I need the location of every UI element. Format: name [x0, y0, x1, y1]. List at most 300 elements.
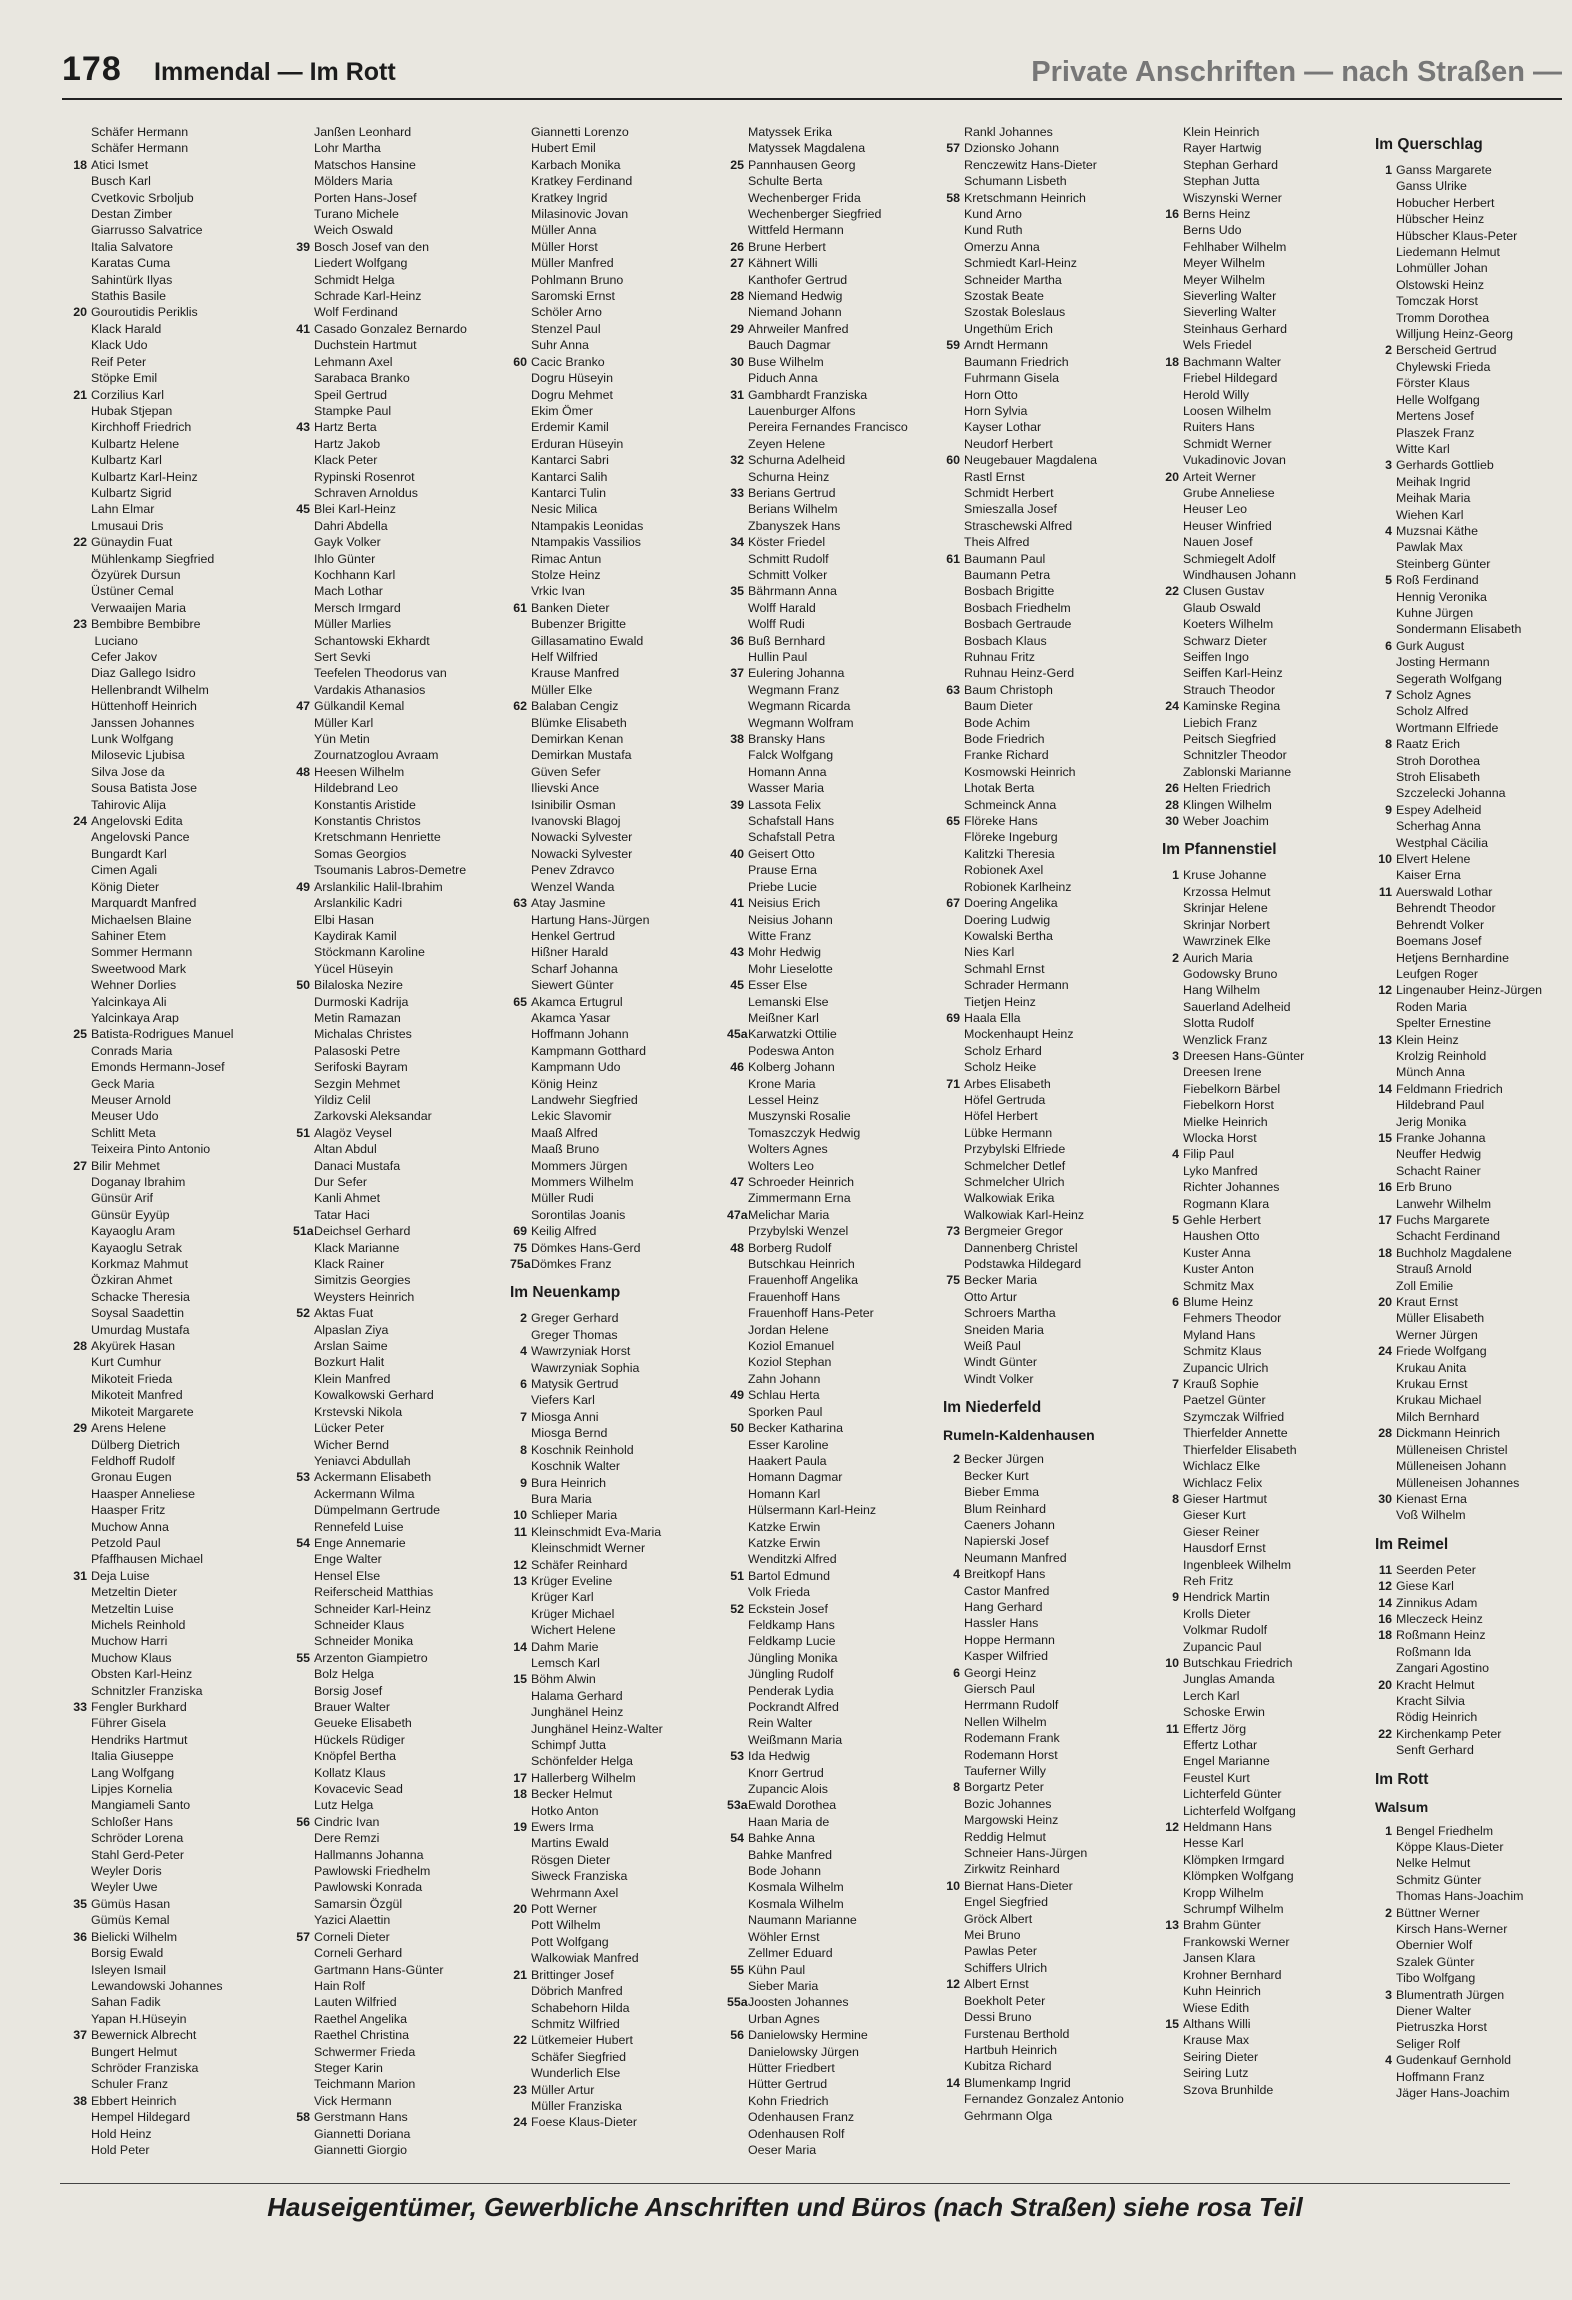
list-item: [943, 1371, 1138, 1387]
resident-name: Ingenbleek Wilhelm: [1183, 1557, 1292, 1572]
resident-name: Kohn Friedrich: [748, 2093, 829, 2108]
list-item: [1162, 1721, 1357, 1737]
resident-name: Balaban Cengiz: [531, 699, 619, 714]
list-item: [70, 551, 265, 567]
resident-name: Stathis Basile: [91, 289, 167, 304]
house-number: 11: [1165, 1721, 1179, 1736]
list-item: [510, 1524, 705, 1540]
resident-name: Hütter Gertrud: [748, 2077, 828, 2092]
resident-name: Giannetti Lorenzo: [531, 125, 629, 139]
list-item: [943, 288, 1138, 304]
list-item: [1162, 1409, 1357, 1425]
resident-name: Volk Frieda: [748, 1585, 810, 1600]
resident-name: Borberg Rudolf: [748, 1240, 832, 1255]
resident-name: Günsür Eyyüp: [91, 1207, 170, 1222]
house-number: 19: [513, 1820, 527, 1835]
resident-name: Kovacevic Sead: [314, 1782, 403, 1797]
list-item: [727, 731, 922, 747]
column-5: [943, 124, 1138, 2124]
house-number: 31: [730, 387, 744, 402]
list-item: [293, 1650, 488, 1666]
resident-name: Bahke Anna: [748, 1831, 815, 1846]
resident-name: Kosmala Wilhelm: [748, 1896, 844, 1911]
resident-name: Neudorf Herbert: [964, 436, 1053, 451]
resident-name: Silva Jose da: [91, 764, 165, 779]
resident-name: Falck Wolfgang: [748, 748, 834, 763]
list-item: [510, 764, 705, 780]
list-item: [1162, 206, 1357, 222]
list-item: [727, 1272, 922, 1288]
resident-name: Ekim Ömer: [531, 403, 593, 418]
list-item: [727, 304, 922, 320]
resident-name: Raethel Christina: [314, 2028, 410, 2043]
list-item: [293, 1896, 488, 1912]
resident-name: Zupancic Ulrich: [1183, 1360, 1269, 1375]
resident-name: Lütkemeier Hubert: [531, 2033, 633, 2048]
house-number: 13: [1165, 1918, 1179, 1933]
resident-name: Boekholt Peter: [964, 1993, 1046, 2008]
list-item: [510, 665, 705, 681]
house-number: 37: [730, 666, 744, 681]
list-item: [293, 1502, 488, 1518]
list-item: [510, 272, 705, 288]
resident-name: Bieber Emma: [964, 1485, 1040, 1500]
resident-name: Frankowski Werner: [1183, 1934, 1290, 1949]
resident-name: Hoffmann Franz: [1396, 2069, 1485, 2084]
resident-name: Meyer Wilhelm: [1183, 256, 1265, 271]
list-item: [1375, 162, 1570, 178]
resident-name: Joosten Johannes: [748, 1995, 849, 2010]
list-item: [1375, 1954, 1570, 1970]
resident-name: Hempel Hildegard: [91, 2110, 191, 2125]
resident-name: Seiffen Ingo: [1183, 650, 1249, 664]
list-item: [510, 304, 705, 320]
list-item: [1162, 649, 1357, 665]
list-item: [1375, 1146, 1570, 1162]
resident-name: Wolters Leo: [748, 1158, 814, 1173]
resident-name: Lang Wolfgang: [91, 1765, 175, 1780]
resident-name: Gröck Albert: [964, 1911, 1033, 1926]
list-item: [510, 1343, 705, 1359]
resident-name: Özkiran Ahmet: [91, 1273, 173, 1288]
list-item: [943, 1779, 1138, 1795]
house-number: 43: [730, 945, 744, 960]
resident-name: Kund Ruth: [964, 223, 1023, 238]
house-number: 54: [730, 1831, 744, 1846]
list-item: [293, 1601, 488, 1617]
list-item: [1375, 1343, 1570, 1359]
house-number: 2: [1172, 950, 1179, 965]
resident-name: Krauß Sophie: [1183, 1377, 1259, 1392]
resident-name: Wenzel Wanda: [531, 879, 615, 894]
list-item: [943, 764, 1138, 780]
list-item: [1162, 1589, 1357, 1605]
house-number: 23: [73, 617, 87, 632]
list-item: [510, 206, 705, 222]
list-item: [943, 1615, 1138, 1631]
list-item: [293, 1633, 488, 1649]
resident-name: Gurk August: [1396, 638, 1465, 653]
list-item: [727, 583, 922, 599]
resident-name: Priebe Lucie: [748, 879, 817, 894]
list-item: [70, 829, 265, 845]
resident-name: Isinibilir Osman: [531, 797, 616, 812]
resident-name: Martins Ewald: [531, 1836, 609, 1851]
list-item: [727, 1026, 922, 1042]
list-item: [1162, 950, 1357, 966]
list-item: [1375, 1507, 1570, 1523]
list-item: [510, 1835, 705, 1851]
resident-name: Weißmann Maria: [748, 1732, 843, 1747]
resident-name: Schneider Martha: [964, 272, 1062, 287]
list-item: [293, 2126, 488, 2142]
list-item: [70, 1797, 265, 1813]
list-item: [510, 895, 705, 911]
list-item: [1162, 124, 1357, 140]
house-number: 75: [946, 1273, 960, 1288]
resident-name: Petzold Paul: [91, 1535, 161, 1550]
resident-name: Koziol Stephan: [748, 1355, 832, 1370]
house-number: 56: [296, 1814, 310, 1829]
resident-name: Kasper Wilfried: [964, 1649, 1049, 1664]
resident-name: Michaelsen Blaine: [91, 912, 192, 927]
resident-name: Meihak Maria: [1396, 491, 1471, 506]
house-number: 71: [946, 1076, 960, 1091]
list-item: [1162, 1146, 1357, 1162]
list-item: [293, 1010, 488, 1026]
list-item: [943, 780, 1138, 796]
resident-name: Hartbuh Heinrich: [964, 2042, 1057, 2057]
resident-name: Sondermann Elisabeth: [1396, 622, 1522, 637]
resident-name: Matysik Gertrud: [531, 1377, 619, 1392]
list-item: [70, 1092, 265, 1108]
resident-name: Kulbartz Karl: [91, 453, 162, 468]
resident-name: Hesse Karl: [1183, 1836, 1244, 1851]
house-number: 36: [73, 1929, 87, 1944]
list-item: [70, 1437, 265, 1453]
resident-name: Feustel Kurt: [1183, 1770, 1250, 1785]
list-item: [1375, 900, 1570, 916]
resident-name: Blei Karl-Heinz: [314, 502, 396, 517]
resident-name: Pannhausen Georg: [748, 157, 856, 172]
list-item: [727, 436, 922, 452]
list-item: [943, 1697, 1138, 1713]
resident-name: Kolberg Johann: [748, 1060, 835, 1075]
resident-name: Maaß Alfred: [531, 1125, 598, 1140]
resident-name: Jansen Klara: [1183, 1951, 1256, 1966]
list-item: [70, 583, 265, 599]
resident-name: Theis Alfred: [964, 535, 1030, 550]
resident-name: Seerden Peter: [1396, 1562, 1476, 1577]
list-item: [1375, 1081, 1570, 1097]
resident-name: Bielicki Wilhelm: [91, 1929, 178, 1944]
list-item: [727, 1519, 922, 1535]
resident-name: Tibo Wolfgang: [1396, 1971, 1476, 1986]
resident-name: Liedert Wolfgang: [314, 256, 408, 271]
resident-name: Kirchenkamp Peter: [1396, 1726, 1502, 1741]
resident-name: Brittinger Josef: [531, 1967, 614, 1982]
list-item: [727, 1256, 922, 1272]
resident-name: Baum Dieter: [964, 699, 1033, 714]
list-item: [1162, 1753, 1357, 1769]
resident-name: Borsig Ewald: [91, 1946, 164, 1961]
resident-name: Jüngling Monika: [748, 1650, 838, 1665]
resident-name: Blumenkamp Ingrid: [964, 2075, 1071, 2090]
resident-name: Milasinovic Jovan: [531, 207, 629, 222]
list-item: [510, 1059, 705, 1075]
list-item: [727, 1962, 922, 1978]
list-item: [943, 1451, 1138, 1467]
resident-name: Schulte Berta: [748, 174, 823, 189]
list-item: [943, 452, 1138, 468]
list-item: [510, 370, 705, 386]
list-item: [1162, 1639, 1357, 1655]
list-item: [1162, 2082, 1357, 2098]
list-item: [70, 403, 265, 419]
house-number: 4: [1172, 1147, 1179, 1162]
list-item: [727, 354, 922, 370]
list-item: [293, 813, 488, 829]
list-item: [293, 1240, 488, 1256]
list-item: [727, 157, 922, 173]
resident-name: Isleyen Ismail: [91, 1962, 167, 1977]
resident-name: Akamca Yasar: [531, 1010, 611, 1025]
house-number: 38: [73, 2093, 87, 2108]
list-item: [1375, 1677, 1570, 1693]
resident-name: Matyssek Magdalena: [748, 141, 866, 156]
resident-name: Frauenhoff Hans-Peter: [748, 1306, 874, 1321]
resident-name: Kulbartz Helene: [91, 436, 180, 451]
resident-name: Glaub Oswald: [1183, 600, 1261, 615]
house-number: 7: [520, 1409, 527, 1424]
resident-name: Mleczeck Heinz: [1396, 1611, 1483, 1626]
list-item: [70, 1748, 265, 1764]
list-item: [70, 1650, 265, 1666]
list-item: [943, 879, 1138, 895]
resident-name: Saromski Ernst: [531, 289, 615, 304]
list-item: [510, 2114, 705, 2130]
resident-name: Kosmala Wilhelm: [748, 1880, 844, 1895]
list-item: [727, 698, 922, 714]
resident-name: Junghänel Heinz-Walter: [531, 1721, 663, 1736]
resident-name: Penderak Lydia: [748, 1683, 834, 1698]
list-item: [1375, 1442, 1570, 1458]
list-item: [1375, 1015, 1570, 1031]
resident-name: Roß Ferdinand: [1396, 573, 1479, 588]
list-item: [1375, 556, 1570, 572]
list-item: [1375, 2052, 1570, 2068]
list-item: [943, 633, 1138, 649]
resident-name: Schraven Arnoldus: [314, 485, 419, 500]
list-item: [1375, 326, 1570, 342]
resident-name: Wiszynski Werner: [1183, 190, 1282, 205]
resident-name: Lohmüller Johan: [1396, 261, 1488, 276]
list-item: [70, 1322, 265, 1338]
list-item: [727, 994, 922, 1010]
resident-name: Tomaszczyk Hedwig: [748, 1125, 861, 1140]
resident-name: Effertz Lothar: [1183, 1738, 1258, 1752]
list-item: [70, 994, 265, 1010]
list-item: [943, 1010, 1138, 1026]
list-item: [943, 797, 1138, 813]
resident-name: Sieverling Walter: [1183, 289, 1277, 304]
list-item: [510, 419, 705, 435]
list-item: [510, 1507, 705, 1523]
house-number: 17: [513, 1770, 527, 1785]
list-item: [943, 1829, 1138, 1845]
house-number: 52: [730, 1601, 744, 1616]
resident-name: Duchstein Hartmut: [314, 338, 417, 353]
resident-name: Karbach Monika: [531, 157, 621, 172]
list-item: [293, 649, 488, 665]
resident-name: Bährmann Anna: [748, 584, 837, 599]
list-item: [70, 2109, 265, 2125]
resident-name: Wichert Helene: [531, 1623, 616, 1638]
resident-name: Chylewski Frieda: [1396, 359, 1491, 374]
list-item: [70, 288, 265, 304]
list-item: [943, 1468, 1138, 1484]
resident-name: Hüttenhoff Heinrich: [91, 699, 197, 714]
resident-name: Schacht Ferdinand: [1396, 1229, 1501, 1244]
resident-name: Stenzel Paul: [531, 321, 601, 336]
resident-name: Pohlmann Bruno: [531, 272, 624, 287]
resident-name: Lerch Karl: [1183, 1688, 1240, 1703]
resident-name: Buchholz Magdalene: [1396, 1245, 1512, 1260]
resident-name: Helle Wolfgang: [1396, 392, 1480, 407]
resident-name: Gülkandil Kemal: [314, 699, 405, 714]
list-item: [727, 124, 922, 140]
resident-name: Schacht Rainer: [1396, 1163, 1481, 1178]
list-item: [1162, 1524, 1357, 1540]
house-number: 75: [513, 1240, 527, 1255]
list-item: [1162, 1278, 1357, 1294]
resident-name: Tomczak Horst: [1396, 294, 1478, 309]
list-item: [510, 1704, 705, 1720]
resident-name: Frauenhoff Angelika: [748, 1273, 858, 1288]
resident-name: Blum Reinhard: [964, 1501, 1046, 1516]
resident-name: Mei Bruno: [964, 1928, 1021, 1943]
house-number: 49: [296, 879, 310, 894]
resident-name: Simitzis Georgies: [314, 1273, 411, 1288]
street-heading: Im Querschlag: [1375, 136, 1483, 153]
list-item: [70, 1272, 265, 1288]
resident-name: Hübscher Klaus-Peter: [1396, 228, 1518, 243]
list-item: [943, 1550, 1138, 1566]
resident-name: Erdemir Kamil: [531, 420, 609, 435]
house-number: 5: [1172, 1213, 1179, 1227]
resident-name: Zbanyszek Hans: [748, 518, 841, 533]
list-item: [943, 665, 1138, 681]
resident-name: Neuffer Hedwig: [1396, 1147, 1482, 1162]
resident-name: Brahm Günter: [1183, 1918, 1261, 1933]
list-item: [943, 518, 1138, 534]
list-item: [70, 1535, 265, 1551]
resident-name: Schantowski Ekhardt: [314, 633, 430, 648]
list-item: [1162, 452, 1357, 468]
resident-name: Wenzlick Franz: [1183, 1032, 1268, 1047]
resident-name: Ilievski Ance: [531, 781, 600, 796]
resident-name: Förster Klaus: [1396, 376, 1470, 391]
resident-name: Wawrzinek Elke: [1183, 934, 1271, 949]
resident-name: Schrader Hermann: [964, 978, 1069, 993]
list-item: [943, 304, 1138, 320]
resident-name: Baumann Paul: [964, 551, 1046, 566]
resident-name: Henkel Gertrud: [531, 928, 616, 943]
list-item: [293, 1715, 488, 1731]
list-item: [1162, 1475, 1357, 1491]
resident-name: Scharf Johanna: [531, 961, 618, 976]
house-number: 28: [730, 289, 744, 304]
house-number: 17: [1378, 1213, 1392, 1227]
list-item: [943, 1043, 1138, 1059]
house-number: 63: [513, 896, 527, 911]
resident-name: Ewald Dorothea: [748, 1798, 837, 1813]
house-number: 61: [513, 600, 527, 615]
list-item: [1162, 1196, 1357, 1212]
resident-name: Horn Sylvia: [964, 403, 1028, 418]
list-item: [727, 1354, 922, 1370]
house-number: 23: [513, 2082, 527, 2097]
house-number: 18: [1165, 354, 1179, 369]
list-item: [70, 1502, 265, 1518]
list-item: [293, 1617, 488, 1633]
resident-name: Walkowiak Erika: [964, 1191, 1055, 1206]
list-item: [1375, 1179, 1570, 1195]
list-item: [70, 715, 265, 731]
resident-name: Dahri Abdella: [314, 518, 388, 533]
resident-name: Kowalkowski Gerhard: [314, 1388, 434, 1403]
list-item: [727, 567, 922, 583]
list-item: [510, 633, 705, 649]
resident-name: Knöpfel Bertha: [314, 1749, 396, 1764]
resident-name: Dömkes Hans-Gerd: [531, 1240, 641, 1255]
list-item: [510, 1092, 705, 1108]
list-item: [70, 1683, 265, 1699]
list-item: [1162, 600, 1357, 616]
resident-name: Konstantis Christos: [314, 814, 421, 829]
resident-name: Lohr Martha: [314, 141, 381, 156]
resident-name: Paetzel Günter: [1183, 1393, 1266, 1408]
list-item: [1162, 222, 1357, 238]
resident-name: Kubitza Richard: [964, 2059, 1052, 2074]
list-item: [1162, 1261, 1357, 1277]
list-item: [70, 2027, 265, 2043]
house-number: 29: [73, 1421, 87, 1436]
resident-name: Przybylski Elfriede: [964, 1142, 1066, 1157]
resident-name: Schacke Theresia: [91, 1289, 190, 1304]
list-item: [1162, 715, 1357, 731]
house-number: 48: [296, 764, 310, 779]
left-running-title: Immendal — Im Rott: [154, 58, 396, 86]
resident-name: Schmitt Volker: [748, 567, 828, 582]
list-item: [293, 1305, 488, 1321]
resident-name: Ntampakis Vassilios: [531, 535, 641, 550]
resident-name: Bengel Friedhelm: [1396, 1823, 1494, 1838]
house-number: 73: [946, 1224, 960, 1239]
list-item: [510, 1240, 705, 1256]
house-number: 47: [730, 1175, 744, 1189]
list-item: [1375, 1278, 1570, 1294]
resident-name: Schmelcher Detlef: [964, 1158, 1066, 1173]
resident-name: Rayer Hartwig: [1183, 141, 1262, 156]
resident-name: Kracht Helmut: [1396, 1677, 1475, 1692]
resident-name: Seiffen Karl-Heinz: [1183, 666, 1283, 681]
list-item: [293, 747, 488, 763]
list-item: [727, 1502, 922, 1518]
resident-name: Feldkamp Hans: [748, 1617, 835, 1632]
list-item: [727, 1010, 922, 1026]
resident-name: Doganay Ibrahim: [91, 1175, 186, 1189]
